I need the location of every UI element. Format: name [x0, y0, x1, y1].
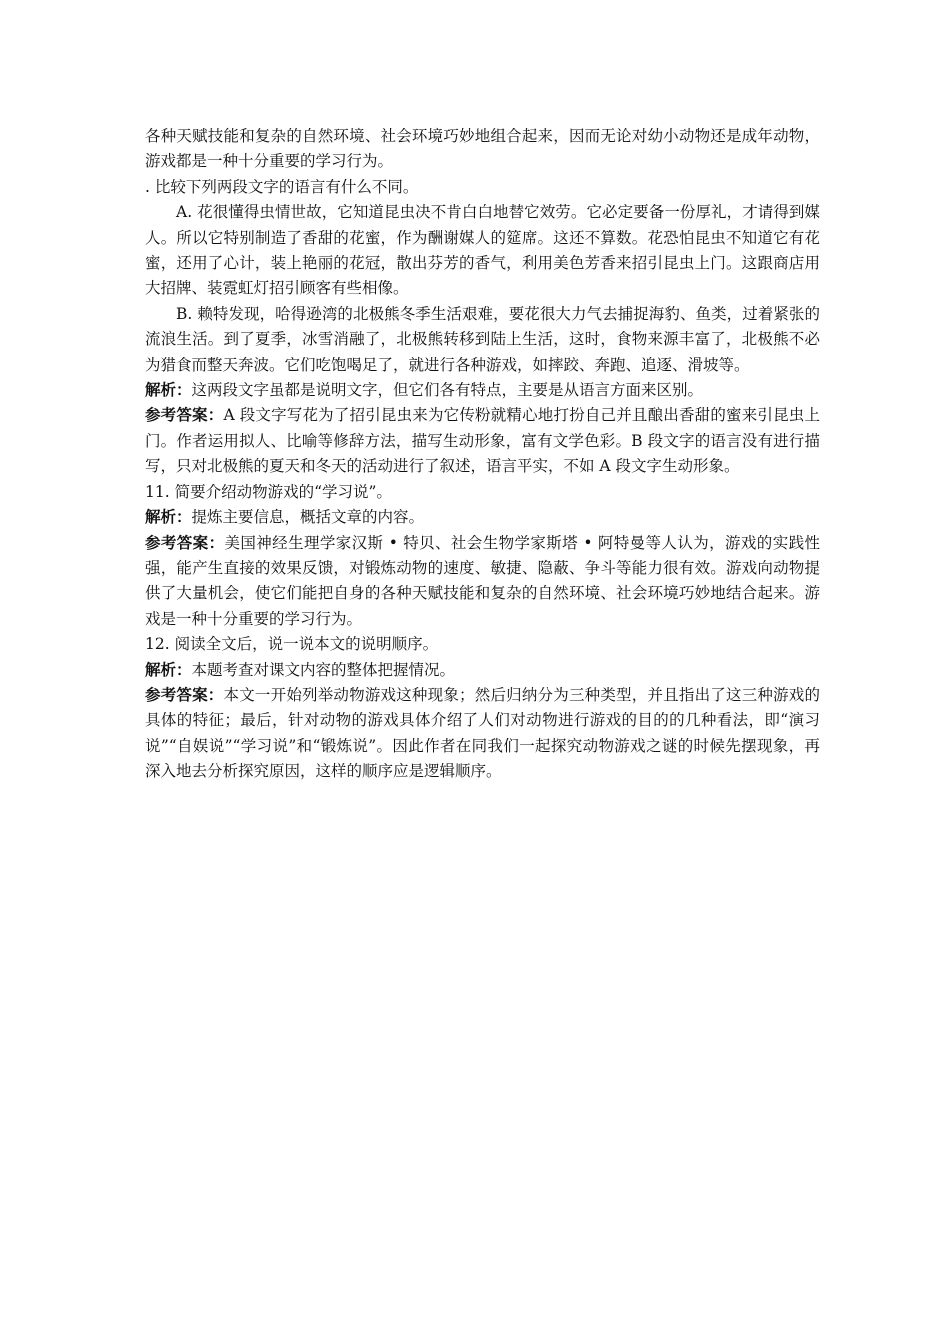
question-12-answer	[145, 683, 820, 785]
analysis-label: 解析：	[145, 660, 192, 679]
passage-b: B. 赖特发现，哈得逊湾的北极熊冬季生活艰难，要花很大力气去捕捉海豹、鱼类，过着紧张的流浪生活。到了夏季，冰雪消融了，北极熊转移到陆上生活，这时，食物来源丰富了，北极熊不必为猎食而整天奔波。它们吃饱喝足了，就进行各种游戏，如摔跤、奔跑、追逐、滑坡等。	[145, 304, 820, 374]
question-11: 11. 简要介绍动物游戏的“学习说”。	[145, 482, 392, 501]
analysis-text: 本题考查对课文内容的整体把握情况。	[191, 660, 456, 679]
answer-text: 美国神经生理学家汉斯 • 特贝、社会生物学家斯塔 • 阿特曼等人认为，游戏的实践性强，能产生直接的效果反馈，对锻炼动物的速度、敏捷、隐蔽、争斗等能力很有效。游戏向动物提供了大量机会，使它们能把自身的各种天赋技能和复杂的自然环境、社会环境巧妙地结合起来。游戏是一种十分重要的学习行为。	[145, 533, 820, 628]
analysis-label: 解析：	[145, 381, 192, 400]
question-10-analysis	[145, 378, 820, 403]
answer-text: A 段文字写花为了招引昆虫来为它传粉就精心地打扮自己并且酿出香甜的蜜来引昆虫上门。作者运用拟人、比喻等修辞方法，描写生动形象，富有文学色彩。B 段文字的语言没有进行描写，只对北极熊的夏天和冬天的活动进行了叙述，语言平实，不如 A 段文字生动形象。	[145, 406, 820, 476]
question-11-answer	[145, 531, 820, 633]
answer-text: 本文一开始列举动物游戏这种现象；然后归纳分为三种类型，并且指出了这三种游戏的具体的特征；最后，针对动物的游戏具体介绍了人们对动物进行游戏的目的的几种看法，即“演习说”“自娱说”“学习说”和“锻炼说”。因此作者在同我们一起探究动物游戏之谜的时候先摆现象，再深入地去分析探究原因，这样的顺序应是逻辑顺序。	[145, 685, 820, 781]
analysis-text: 提炼主要信息，概括文章的内容。	[191, 508, 425, 527]
question-10: . 比较下列两段文字的语言有什么不同。	[145, 177, 419, 196]
question-12: 12. 阅读全文后，说一说本文的说明顺序。	[145, 635, 439, 654]
passage-a: A. 花很懂得虫情世故，它知道昆虫决不肯白白地替它效劳。它必定要备一份厚礼，才请得到媒人。所以它特别制造了香甜的花蜜，作为酬谢媒人的筵席。这还不算数。花恐怕昆虫不知道它有花蜜，还用了心计，装上艳丽的花冠，散出芬芳的香气，利用美色芳香来招引昆虫上门。这跟商店用大招牌、装霓虹灯招引顾客有些相像。	[145, 203, 820, 298]
question-10-answer	[145, 403, 820, 479]
analysis-text: 这两段文字虽都是说明文字，但它们各有特点，主要是从语言方面来区别。	[191, 381, 704, 400]
analysis-label: 解析：	[145, 508, 192, 527]
answer-label: 参考答案：	[145, 685, 224, 704]
answer-label: 参考答案：	[145, 533, 225, 552]
answer-label: 参考答案：	[145, 406, 224, 425]
question-12-analysis	[145, 658, 820, 683]
intro-paragraph: 各种天赋技能和复杂的自然环境、社会环境巧妙地组合起来，因而无论对幼小动物还是成年动物，游戏都是一种十分重要的学习行为。	[145, 127, 820, 171]
question-11-analysis	[145, 505, 820, 530]
document-page	[145, 124, 820, 785]
